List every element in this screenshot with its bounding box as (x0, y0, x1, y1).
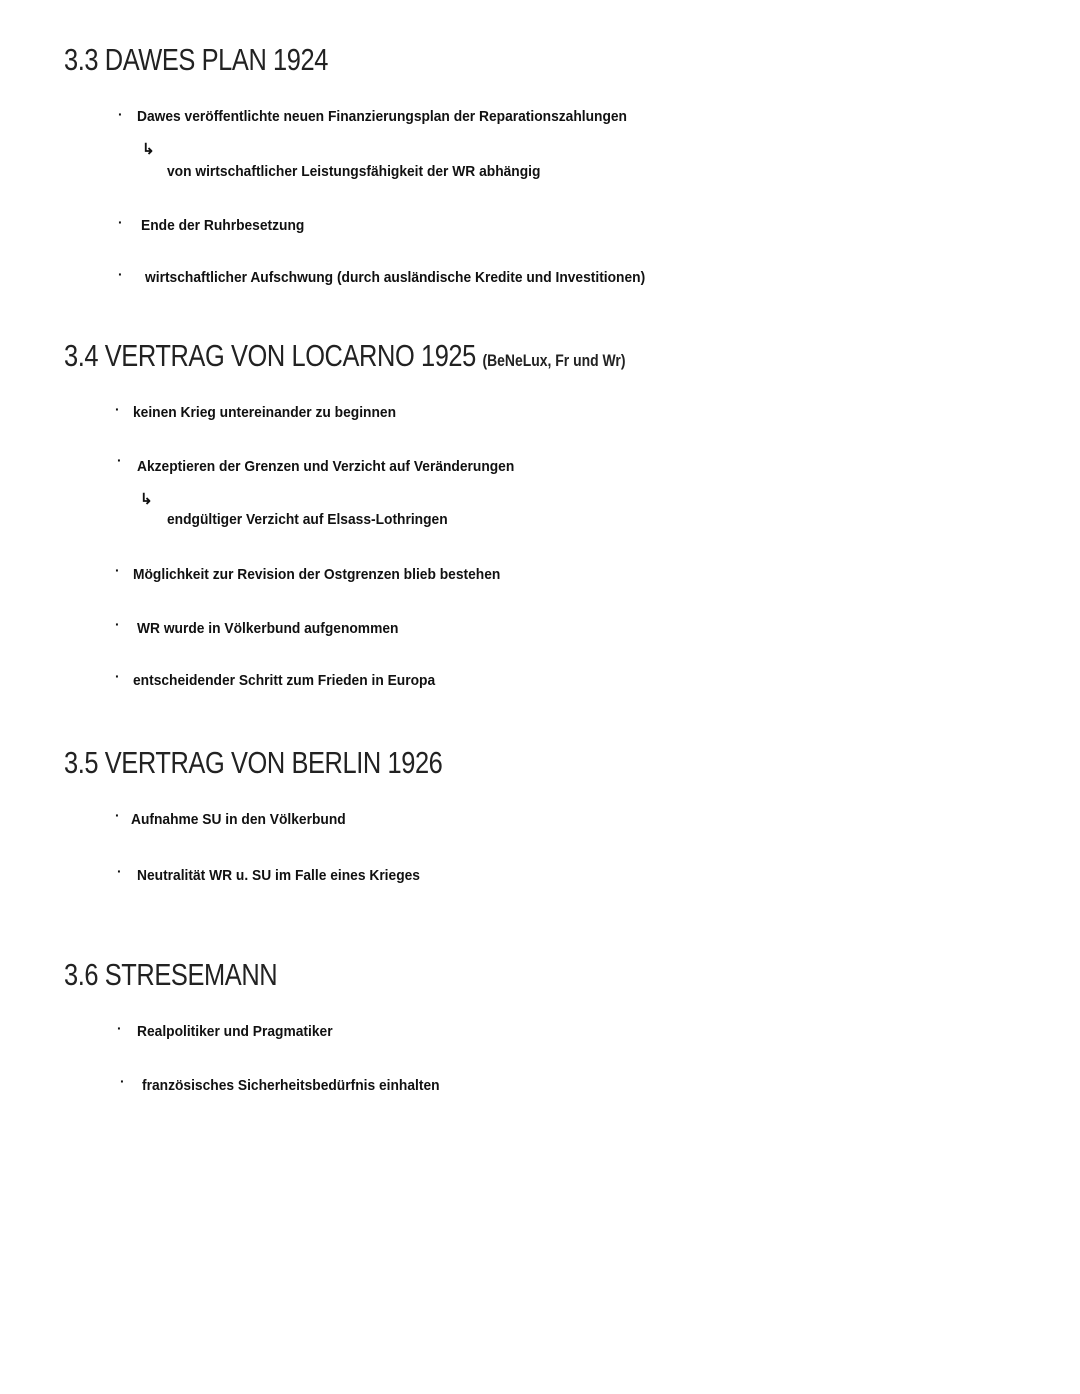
bullet-icon: · (118, 106, 123, 122)
bullet-text: Neutralität WR u. SU im Falle eines Krieges (137, 867, 420, 884)
heading-note: (BeNeLux, Fr und Wr) (482, 351, 626, 370)
arrow-icon: ↳ (142, 141, 155, 158)
bullet-text: Aufnahme SU in den Völkerbund (131, 811, 346, 828)
bullet-text: Möglichkeit zur Revision der Ostgrenzen blieb bestehen (133, 566, 501, 583)
bullet-text: Ende der Ruhrbesetzung (141, 217, 305, 234)
bullet-icon: · (120, 1073, 125, 1089)
bullet-icon: · (117, 863, 122, 879)
bullet-text: Realpolitiker und Pragmatiker (137, 1023, 333, 1040)
bullet-text: wirtschaftlicher Aufschwung (durch ausländische Kredite und Investitionen) (145, 269, 646, 286)
bullet-text: Akzeptieren der Grenzen und Verzicht auf Veränderungen (137, 458, 515, 475)
bullet-icon: · (115, 401, 120, 417)
sub-point-text: von wirtschaftlicher Leistungsfähigkeit der WR abhängig (167, 163, 541, 180)
bullet-text: keinen Krieg untereinander zu beginnen (133, 404, 397, 421)
bullet-icon: · (115, 807, 120, 823)
bullet-icon: · (117, 1020, 122, 1036)
section-heading (64, 338, 625, 374)
bullet-icon: · (115, 668, 120, 684)
bullet-icon: · (115, 616, 120, 632)
bullet-icon: · (118, 214, 123, 230)
section-heading: 3.3 DAWES PLAN 1924 (64, 42, 328, 77)
arrow-icon: ↳ (140, 491, 153, 508)
section-heading: 3.5 VERTRAG VON BERLIN 1926 (64, 745, 443, 780)
section-heading: 3.6 STRESEMANN (64, 957, 278, 992)
bullet-text: entscheidender Schritt zum Frieden in Europa (133, 672, 436, 689)
heading-title: 3.4 VERTRAG VON LOCARNO 1925 (64, 338, 476, 373)
bullet-text: WR wurde in Völkerbund aufgenommen (137, 620, 399, 637)
bullet-icon: · (115, 562, 120, 578)
bullet-text: französisches Sicherheitsbedürfnis einhalten (142, 1077, 440, 1094)
bullet-icon: · (117, 452, 122, 468)
bullet-icon: · (118, 266, 123, 282)
bullet-text: Dawes veröffentlichte neuen Finanzierungsplan der Reparationszahlungen (137, 108, 628, 125)
sub-point-text: endgültiger Verzicht auf Elsass-Lothringen (167, 511, 448, 528)
